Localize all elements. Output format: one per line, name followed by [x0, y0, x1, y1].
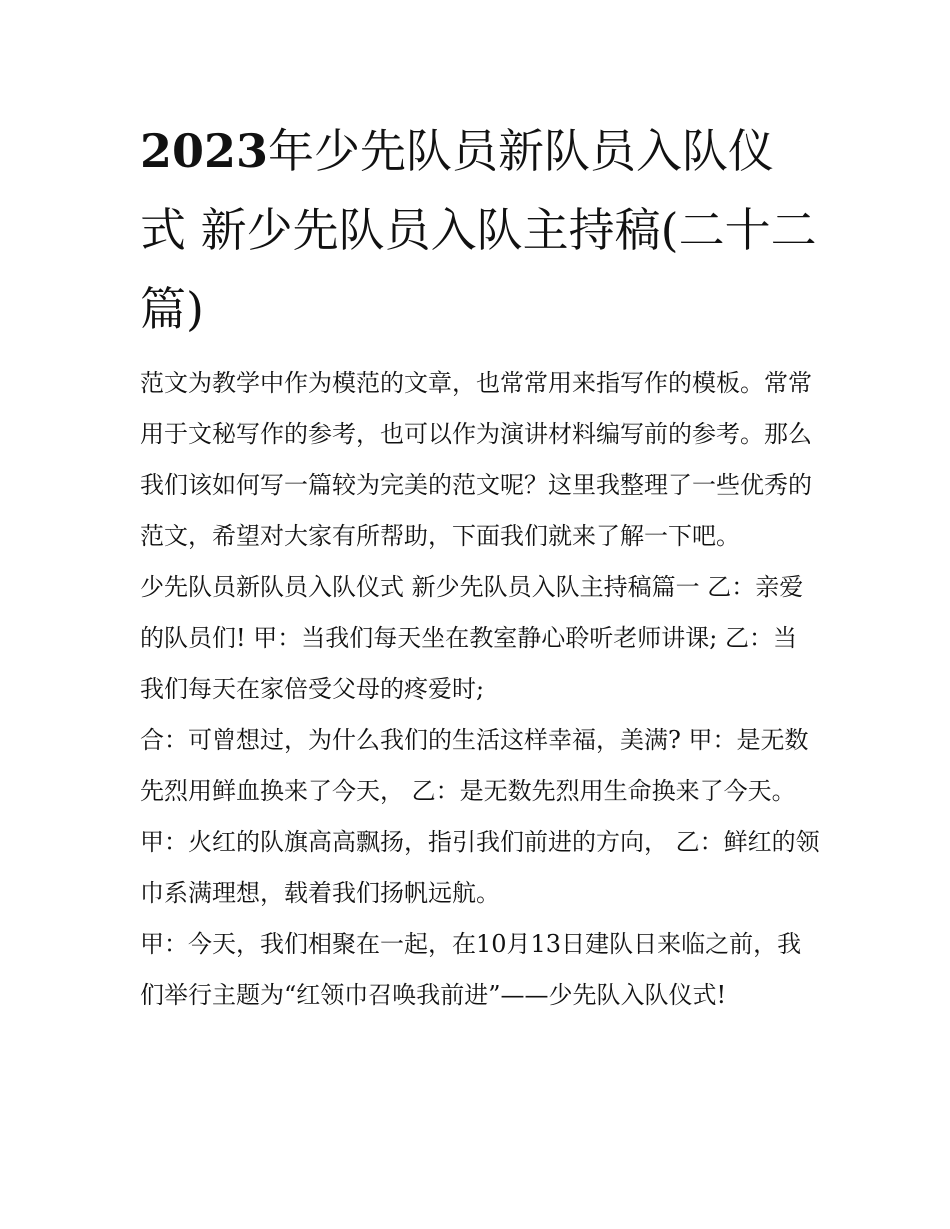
paragraph-today: 甲：今天，我们相聚在一起，在10月13日建队日来临之前，我们举行主题为“红领巾召唤我前进”——少先队入队仪式! — [140, 930, 802, 1009]
document-body — [140, 358, 820, 1021]
title-text: 年少先队员新队员入队仪式 新少先队员入队主持稿(二十二篇) — [140, 124, 817, 336]
paragraph-opening: 少先队员新队员入队仪式 新少先队员入队主持稿篇一 乙：亲爱的队员们! 甲：当我们每天坐在教室静心聆听老师讲课; 乙：当我们每天在家倍受父母的疼爱时; — [140, 573, 804, 703]
paragraph-together: 合：可曾想过，为什么我们的生活这样幸福，美满? 甲：是无数先烈用鲜血换来了今天， 乙：是无数先烈用生命换来了今天。 — [140, 726, 809, 805]
paragraph-flag: 甲：火红的队旗高高飘扬，指引我们前进的方向， 乙：鲜红的领巾系满理想，载着我们扬帆远航。 — [140, 828, 820, 907]
document-title — [140, 112, 820, 349]
title-year: 2023 — [140, 124, 269, 178]
paragraph-intro: 范文为教学中作为模范的文章，也常常用来指写作的模板。常常用于文秘写作的参考，也可以作为演讲材料编写前的参考。那么我们该如何写一篇较为完美的范文呢？这里我整理了一些优秀的范文，希望对大家有所帮助，下面我们就来了解一下吧。 — [140, 369, 812, 550]
